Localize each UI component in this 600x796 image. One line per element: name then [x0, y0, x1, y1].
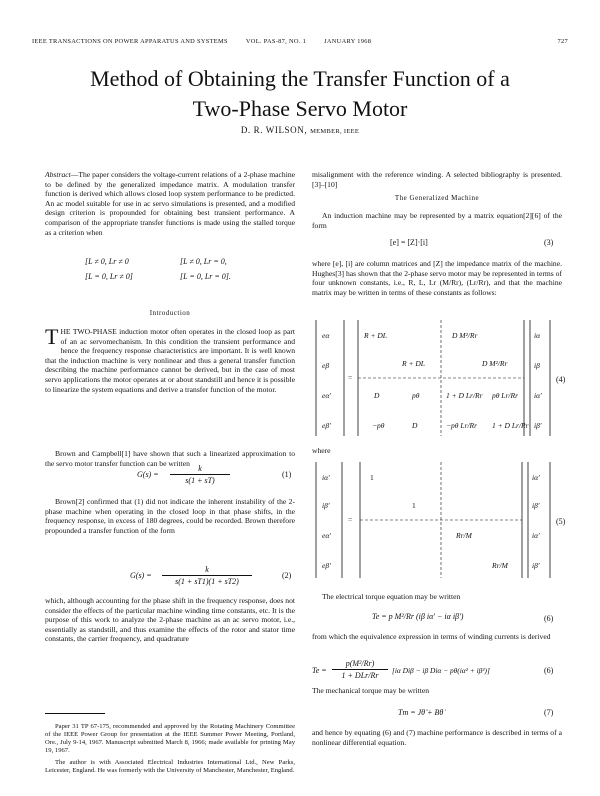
- eq6-lhs: Te = p: [372, 612, 393, 621]
- eq1-fraction-bar: [170, 474, 230, 475]
- i-label-1: iα: [534, 331, 541, 340]
- footnote-rule: [45, 713, 105, 714]
- condition-1: [L ≠ 0, Lr ≠ 0: [85, 257, 129, 266]
- right-label-2: iβ′: [532, 501, 540, 510]
- eq8: Tm = Jθ̈ + Bθ̇: [398, 708, 444, 717]
- left-label-4: eβ′: [322, 561, 331, 570]
- right-paragraph-5: from which the equivalence expression in terms of winding currents is derived: [312, 632, 551, 641]
- i-label-2: iβ: [534, 361, 540, 370]
- z-32: pθ: [412, 391, 420, 400]
- eq7-number: (6): [544, 666, 554, 675]
- equals-sign-5: =: [348, 515, 353, 524]
- intro-paragraph-3: Brown[2] confirmed that (1) did not indicate the inherent instability of the 2-phase machine when operating in the closed loop in that phase shifts, in the frequency response, in excess of 180 degrees, could be recorded. Brown therefore propounded a transfer function of the form: [45, 497, 295, 535]
- current-vector-left: [316, 462, 342, 578]
- footnote-manuscript: Paper 31 TP 67-175, recommended and approved by the Rotating Machinery Committee of the IEEE Power Group for presentation at the IEEE Summer Power Meeting, Portland, Ore., July 9-14, 1967. Manuscript submitted March 8, 1966; made available for printing May 19, 1967.: [45, 722, 295, 754]
- author-line: [40, 125, 560, 135]
- eq7-numerator: p(M²/Rr): [345, 659, 375, 668]
- eq1-number: (1): [282, 470, 292, 479]
- eq2-numerator: k: [205, 565, 209, 574]
- eq3-number: (3): [544, 238, 554, 247]
- eq1-numerator: k: [198, 464, 202, 473]
- matrix-equation-5: [312, 460, 562, 580]
- section-introduction: Introduction: [149, 309, 191, 317]
- e-label-1: eα: [322, 331, 330, 340]
- right-paragraph-2: An induction machine may be represented by a matrix equation[2][6] of the form: [312, 211, 562, 230]
- matrix-equation-4: [312, 318, 562, 438]
- right-label-3: iα′: [532, 531, 540, 540]
- paper-title: [40, 64, 560, 124]
- abstract-text: —The paper considers the voltage-current relations of a 2-phase machine to be defined by the generalized impedance matrix. A modulation transfer function is derived which allows closed loop system performance to be predicted. An ac model suitable for use in ac servo simulations is presented, and a modified design criterion is propounded for obtaining best transient performance. A comparison of the appropriate transfer functions is made using the stalled torque as a criterion when: [45, 170, 295, 237]
- e-label-2: eβ: [322, 361, 330, 370]
- z-44: 1 + D Lr/Rr: [492, 421, 529, 430]
- eq2-denominator: s(1 + sT1)(1 + sT2): [175, 577, 239, 586]
- condition-2: [L ≠ 0, Lr = 0,: [180, 257, 227, 266]
- eq6-number: (6): [544, 614, 554, 623]
- right-paragraph-1: misalignment with the reference winding. A selected bibliography is presented.[3]–[10]: [312, 170, 562, 189]
- z-42: D: [412, 421, 418, 430]
- condition-3: [L = 0, Lr ≠ 0]: [85, 272, 133, 281]
- eq7-rhs: [iα Diβ − iβ Diα − pθ(iα² + iβ²)]: [392, 666, 490, 675]
- author-name: D. R. WILSON,: [240, 125, 308, 135]
- eq8-number: (7): [544, 708, 554, 717]
- e-vector: [316, 320, 344, 436]
- abstract: [45, 170, 295, 237]
- section-generalized-machine: The Generalized Machine: [394, 194, 480, 202]
- abstract-label: Abstract: [45, 170, 71, 179]
- eq1-denominator: s(1 + sT): [185, 476, 215, 485]
- eq7-lhs: Te =: [312, 666, 327, 675]
- journal-name: IEEE TRANSACTIONS ON POWER APPARATUS AND SYSTEMS: [32, 38, 228, 45]
- eq4-number: (4): [556, 375, 566, 384]
- eq2-number: (2): [282, 571, 292, 580]
- z-24: D M²/Rr: [482, 359, 508, 368]
- issue-date: JANUARY 1968: [324, 38, 372, 45]
- eq5-number: (5): [556, 517, 566, 526]
- intro-paragraph-1: [45, 324, 295, 394]
- author-grade: MEMBER, IEEE: [310, 128, 360, 135]
- m5-22: 1: [412, 501, 416, 510]
- left-label-2: iβ′: [322, 501, 330, 510]
- eq3: [e] = [Z]·[i]: [390, 238, 428, 247]
- where-label: where: [312, 446, 331, 455]
- eq2-fraction-bar: [162, 575, 252, 576]
- title-line-1: Method of Obtaining the Transfer Function of a: [90, 66, 510, 91]
- right-paragraph-6: The mechanical torque may be written: [312, 686, 430, 695]
- left-label-3: eα′: [322, 531, 331, 540]
- title-line-2: Two-Phase Servo Motor: [192, 96, 408, 121]
- eq7-denominator: 1 + DLr/Rr: [341, 671, 379, 680]
- footnote-author: The author is with Associated Electrical Industries International Ltd., New Parks, Leicester, England. He was formerly with the University of Manchester, Manchester, England.: [45, 758, 295, 774]
- right-paragraph-7: and hence by equating (6) and (7) machine performance is described in terms of a nonlinear differential equation.: [312, 728, 562, 747]
- eq6: [372, 612, 463, 622]
- e-label-3: eα′: [322, 391, 331, 400]
- right-label-1: iα′: [532, 473, 540, 482]
- z-33: 1 + D Lr/Rr: [446, 391, 483, 400]
- transform-matrix: [360, 462, 522, 578]
- page-number: 727: [557, 38, 568, 45]
- right-paragraph-4: The electrical torque equation may be written: [322, 592, 461, 601]
- z-11: R + DL: [364, 331, 387, 340]
- m5-33: Rr/M: [456, 531, 472, 540]
- equals-sign: =: [348, 373, 353, 382]
- eq7-fraction-bar: [332, 669, 388, 670]
- running-header: [32, 38, 568, 45]
- left-label-1: iα′: [322, 473, 330, 482]
- impedance-matrix: [358, 320, 529, 436]
- i-vector: [530, 320, 550, 436]
- eq1-lhs: G(s) =: [137, 470, 159, 479]
- current-vector-right: [528, 462, 550, 578]
- z-41: −pθ: [372, 421, 385, 430]
- intro-p1-text: HE TWO-PHASE induction motor often operates in the closed loop as part of an ac servomechanism. In this condition the transient performance and hence the frequency response characteristics are important. It is well known that the induction machine is very nonlinear and thus a general transfer function describing the machine performance cannot be derived, but in the case of most servo applications the motor operates at or about standstill and hence it is possible to linearize the system equations and derive a transfer function of the motor.: [45, 327, 295, 394]
- i-label-4: iβ′: [534, 421, 542, 430]
- z-31: D: [374, 391, 380, 400]
- intro-paragraph-4: which, although accounting for the phase shift in the frequency response, does not consider the effects of the particular machine winding time constants, etc. It is the purpose of this work to analyze the 2-phase machine as an ac servo motor, i.e., essentially as standstill, and thus examine the effects of the rotor and stator time constants, the carrier frequency, and quadrature: [45, 596, 295, 644]
- right-paragraph-3: where [e], [i] are column matrices and [Z] the impedance matrix of the machine. Hughes[3] has shown that the 2-phase servo motor may be represented in terms of four unknown constants, i.e., R, L, Lr (M/Rr), (Lr/Rr), and that the machine matrix may be written in terms of these constants as follows:: [312, 259, 562, 297]
- eq2-lhs: G(s) =: [130, 571, 152, 580]
- z-43: −pθ Lr/Rr: [446, 421, 478, 430]
- i-label-3: iα′: [534, 391, 542, 400]
- eq6-fraction: M²/Rr: [394, 612, 414, 621]
- z-22: R + DL: [402, 359, 425, 368]
- m5-11: 1: [370, 473, 374, 482]
- z-34: pθ Lr/Rr: [492, 391, 518, 400]
- m5-44: Rr/M: [492, 561, 508, 570]
- e-label-4: eβ′: [322, 421, 331, 430]
- right-label-4: iβ′: [532, 561, 540, 570]
- z-13: D M²/Rr: [452, 331, 478, 340]
- volume-number: VOL. PAS-87, NO. 1: [245, 38, 307, 45]
- condition-4: [L = 0, Lr = 0].: [180, 272, 231, 281]
- intro-paragraph-2: Brown and Campbell[1] have shown that such a linearized approximation to the servo motor transfer function can be written: [45, 449, 295, 468]
- drop-cap: T: [45, 324, 59, 349]
- eq6-rhs: (iβ iα′ − iα iβ′): [415, 612, 464, 621]
